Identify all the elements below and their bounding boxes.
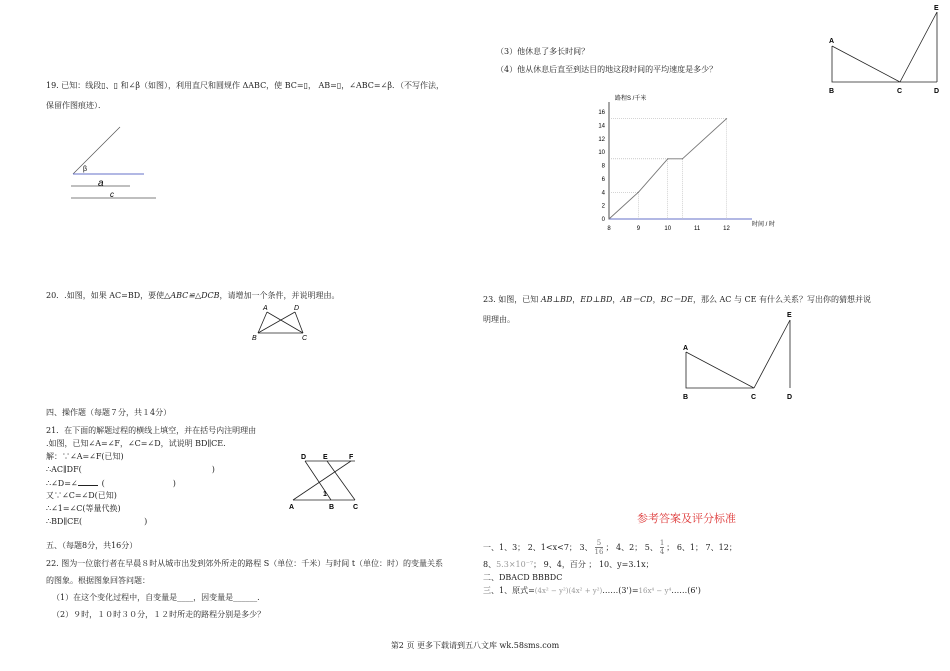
q20-post: ，请增加一个条件，并说明理由。 bbox=[219, 291, 340, 300]
q21-line2: .如图，已知∠A=∠F，∠C=∠D，试说明 BD∥CE. bbox=[46, 439, 226, 448]
answers-row2 bbox=[483, 559, 654, 570]
top-label-B: B bbox=[829, 88, 835, 95]
y-tick-label: 16 bbox=[598, 110, 605, 116]
q21-line1: 21．在下面的解题过程的横线上填空，并在括号内注明理由 bbox=[46, 426, 257, 435]
ans-frac1-num: 5 bbox=[596, 538, 602, 547]
q20-figure bbox=[250, 302, 320, 344]
q21-line8 bbox=[46, 516, 147, 527]
ans-r1: 一、1、3； 2、1<x<7； 3、 bbox=[483, 542, 593, 552]
y-tick-label: 6 bbox=[601, 176, 605, 183]
ans-r2a: 8、 bbox=[483, 560, 497, 569]
q19-line1: 19. 已知：线段▯、▯ 和∠β（如图），利用直尺和圆规作 ΔABC，使 BC=▯， AB=▯，∠ABC=∠β．（不写作法， bbox=[46, 81, 444, 90]
answers-row4 bbox=[483, 585, 701, 597]
y-tick-label: 12 bbox=[598, 136, 605, 143]
q23-label-B: B bbox=[683, 394, 689, 401]
ans-r4expr: (4x² − y²)(4x² + y²) bbox=[534, 587, 603, 595]
q22-q4: （4）他从休息后直至到达目的地这段时间的平均速度是多少？ bbox=[496, 65, 718, 74]
q20-label-B: B bbox=[252, 335, 257, 342]
data-point bbox=[682, 158, 683, 159]
q23-sep3: ， bbox=[652, 295, 661, 304]
q20-label-A: A bbox=[263, 305, 268, 312]
ans-r4a: 三、1、原式= bbox=[483, 586, 535, 595]
q21-label-E: E bbox=[323, 454, 328, 461]
q21-label-A: A bbox=[289, 504, 295, 511]
ans-frac1-den: 16 bbox=[594, 547, 604, 556]
ans-frac2-num: 1 bbox=[659, 538, 665, 547]
ans-r4b: ……(3')= bbox=[602, 586, 639, 595]
q21-l8a: ∴BD∥CE( bbox=[46, 517, 83, 526]
data-point bbox=[726, 118, 727, 119]
ans-frac1 bbox=[595, 539, 604, 556]
q23-label-D: D bbox=[787, 394, 793, 401]
top-label-E: E bbox=[934, 5, 939, 12]
x-axis-label: 时间 / 时 bbox=[752, 222, 776, 228]
answers-row3: 二、DBACD BBBDC bbox=[483, 573, 563, 582]
y-tick-label: 10 bbox=[598, 150, 605, 157]
x-tick-label: 10 bbox=[664, 226, 672, 232]
q21-label-F: F bbox=[349, 454, 354, 461]
q23-line1 bbox=[483, 294, 871, 305]
q23-m4: BC＝DE bbox=[660, 295, 693, 304]
q20-label-C: C bbox=[302, 335, 308, 342]
top-label-D: D bbox=[934, 88, 940, 95]
q21-line4 bbox=[46, 464, 215, 475]
q21-l5a: ∴∠D=∠ bbox=[46, 479, 78, 488]
x-tick-label: 12 bbox=[723, 226, 730, 232]
q21-l4a: ∴AC∥DF( bbox=[46, 465, 82, 474]
q19-c: c bbox=[110, 190, 114, 199]
ans-frac2 bbox=[660, 539, 664, 556]
data-point bbox=[638, 192, 639, 193]
q23-post: ，那么 AC 与 CE 有什么关系？写出你的猜想并说 bbox=[692, 295, 872, 304]
q21-figure bbox=[285, 452, 365, 514]
answers-row1 bbox=[483, 536, 737, 558]
page-footer: 第2 页 更多下载请到五八文库 wk.58sms.com bbox=[390, 641, 560, 650]
y-tick-label: 2 bbox=[601, 203, 605, 210]
q23-pre: 23. 如图，已知 bbox=[483, 295, 539, 304]
ans-r4c: ……(6') bbox=[671, 586, 701, 595]
q21-l5c: ) bbox=[172, 479, 176, 488]
distance-time-chart bbox=[580, 86, 780, 238]
ans-r4expr2: 16x⁴ − y⁴ bbox=[638, 587, 672, 595]
q22-line2: 的图象。根据图象回答问题： bbox=[46, 576, 150, 585]
x-tick-label: 8 bbox=[607, 226, 611, 232]
ans-r1b: ； 4、2； 5、 bbox=[605, 542, 658, 552]
q21-line6: 又∵∠C=∠D(已知) bbox=[46, 491, 117, 500]
q21-label-1: 1 bbox=[323, 491, 327, 498]
q23-sep2: ， bbox=[612, 295, 621, 304]
q21-label-C: C bbox=[353, 504, 359, 511]
q23-m3: AB＝CD bbox=[620, 295, 653, 304]
q23-line2: 明理由。 bbox=[483, 315, 515, 324]
q19-line2: 保留作图痕迹）． bbox=[46, 101, 106, 110]
ans-frac2-den: 4 bbox=[659, 547, 665, 556]
q21-label-B: B bbox=[329, 504, 335, 511]
section5-heading: 五、（每题8分，共16分） bbox=[46, 541, 138, 550]
q19-beta: β bbox=[83, 166, 88, 173]
q21-l4b: ) bbox=[211, 465, 215, 474]
q21-line5 bbox=[46, 477, 176, 489]
ans-r1c: ； 6、1； 7、12； bbox=[666, 542, 737, 552]
data-point bbox=[667, 158, 668, 159]
q20-pre: 20．.如图，如果 AC=BD，要使 bbox=[46, 291, 165, 300]
q23-figure bbox=[678, 306, 808, 406]
q21-blank[interactable] bbox=[78, 477, 98, 486]
q19-a: a bbox=[98, 178, 104, 189]
ans-r2sci: 5.3×10⁻⁷ bbox=[496, 560, 534, 569]
q21-line3: 解：∵∠A=∠F(已知) bbox=[46, 452, 124, 461]
y-axis-label: 路程S /千米 bbox=[615, 96, 647, 102]
q23-label-A: A bbox=[683, 345, 689, 352]
top-geometry-figure bbox=[820, 0, 950, 100]
top-label-A: A bbox=[829, 38, 835, 45]
q22-line4: （2）９时，１０时３０分，１２时所走的路程分别是多少？ bbox=[52, 610, 266, 619]
q22-line1: 22. 图为一位旅行者在早晨８时从城市出发到郊外所走的路程 S（单位：千米）与时间 t（单位：时）的变量关系 bbox=[46, 559, 444, 568]
q21-line7: ∴∠1=∠C(等量代换) bbox=[46, 504, 121, 513]
q22-line3: （1）在这个变化过程中，自变量是____，因变量是______. bbox=[52, 593, 260, 602]
data-point bbox=[608, 218, 609, 219]
x-tick-label: 9 bbox=[636, 226, 641, 232]
q23-label-E: E bbox=[787, 312, 792, 319]
y-tick-label: 0 bbox=[601, 217, 605, 223]
q21-l5b: ( bbox=[101, 479, 105, 488]
q20-label-D: D bbox=[294, 305, 300, 312]
q21-l8b: ) bbox=[144, 517, 148, 526]
q23-m2: ED⊥BD bbox=[580, 295, 613, 304]
q21-label-D: D bbox=[301, 454, 307, 461]
q22-q3: （3）他休息了多长时间？ bbox=[496, 47, 590, 56]
q20-math: △ABC≌△DCB bbox=[164, 291, 220, 300]
ans-r2b: ； 9、4，百分 ； 10、y=3.1x； bbox=[533, 560, 654, 569]
q20-text bbox=[46, 290, 340, 301]
top-label-C: C bbox=[897, 88, 903, 95]
q19-figure bbox=[66, 124, 166, 204]
answers-title: 参考答案及评分标准 bbox=[637, 512, 736, 525]
q23-m1: AB⊥BD bbox=[540, 295, 573, 304]
q23-label-C: C bbox=[751, 394, 757, 401]
y-tick-label: 4 bbox=[601, 190, 605, 197]
y-tick-label: 14 bbox=[598, 123, 605, 130]
section4-heading: 四、操作题（每题７分，共１4分） bbox=[46, 408, 172, 417]
y-tick-label: 8 bbox=[601, 163, 605, 170]
x-tick-label: 11 bbox=[694, 226, 701, 232]
q23-sep1: ， bbox=[572, 295, 581, 304]
